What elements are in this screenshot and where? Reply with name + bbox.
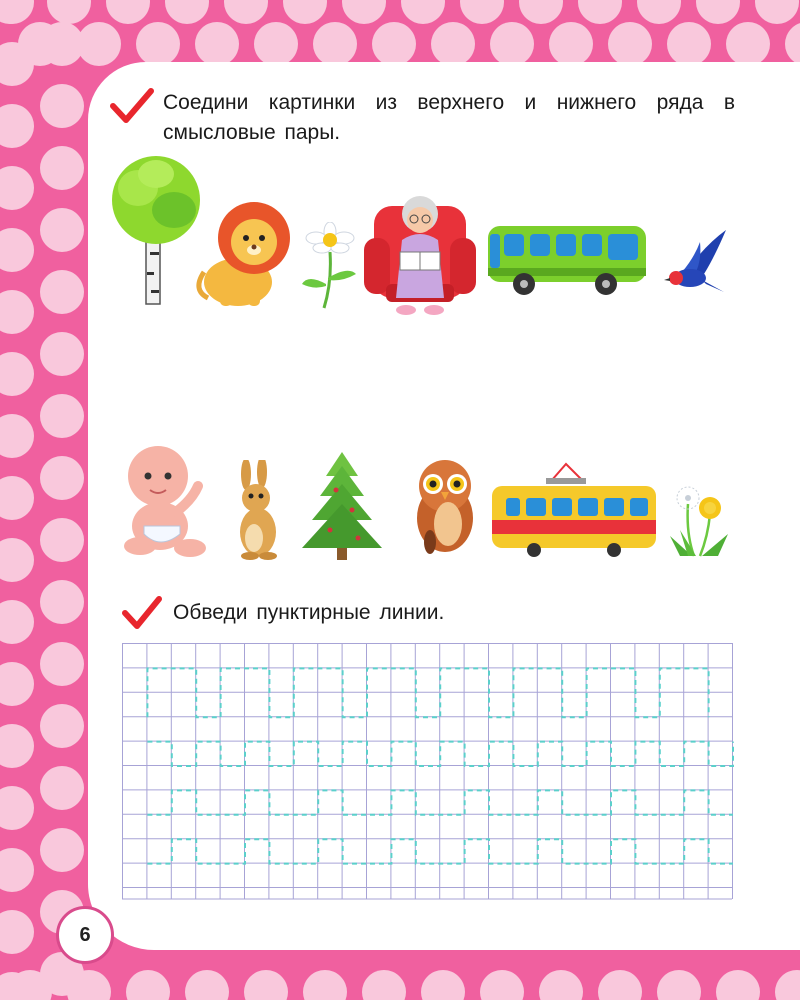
polka-dot bbox=[421, 970, 465, 1000]
polka-dot bbox=[657, 970, 701, 1000]
polka-dot bbox=[0, 662, 34, 706]
polka-dot bbox=[47, 0, 91, 24]
polka-dot bbox=[136, 22, 180, 66]
polka-dot bbox=[40, 456, 84, 500]
polka-dot bbox=[0, 104, 34, 148]
polka-dot bbox=[342, 0, 386, 24]
polka-dot bbox=[40, 84, 84, 128]
polka-dot bbox=[0, 848, 34, 892]
polka-dot bbox=[667, 22, 711, 66]
bus-picture bbox=[486, 222, 650, 298]
polka-dot bbox=[185, 970, 229, 1000]
polka-dot bbox=[519, 0, 563, 24]
polka-dot bbox=[244, 970, 288, 1000]
polka-dot bbox=[303, 970, 347, 1000]
polka-dot bbox=[283, 0, 327, 24]
task-1-instruction: Соедини картинки из верхнего и нижнего ряда в смысловые пары. bbox=[163, 91, 735, 144]
polka-dot bbox=[224, 0, 268, 24]
polka-dot bbox=[785, 22, 800, 66]
polka-dot bbox=[578, 0, 622, 24]
hare-picture bbox=[232, 460, 284, 560]
polka-dot bbox=[0, 290, 34, 334]
polka-dot bbox=[549, 22, 593, 66]
dashed-trace-line bbox=[147, 668, 708, 717]
polka-dot bbox=[755, 0, 799, 24]
tram-picture bbox=[490, 462, 660, 558]
tracing-grid bbox=[122, 643, 734, 901]
task-2-instruction: Обведи пунктирные линии. bbox=[173, 601, 445, 624]
polka-dot bbox=[598, 970, 642, 1000]
polka-dot bbox=[431, 22, 475, 66]
polka-dot bbox=[0, 0, 34, 24]
polka-dot bbox=[0, 724, 34, 768]
polka-dot bbox=[126, 970, 170, 1000]
polka-dot bbox=[460, 0, 504, 24]
polka-dot bbox=[372, 22, 416, 66]
polka-dot bbox=[40, 642, 84, 686]
polka-dot bbox=[0, 538, 34, 582]
polka-dot bbox=[696, 0, 740, 24]
fir-tree-picture bbox=[300, 450, 384, 562]
polka-dot bbox=[726, 22, 770, 66]
polka-dot bbox=[0, 786, 34, 830]
polka-dot bbox=[0, 476, 34, 520]
polka-dot bbox=[40, 580, 84, 624]
polka-dot bbox=[0, 228, 34, 272]
polka-dot bbox=[0, 166, 34, 210]
polka-dot bbox=[775, 970, 800, 1000]
checkmark-icon bbox=[110, 88, 154, 124]
dandelion-picture bbox=[666, 484, 732, 560]
polka-dot bbox=[362, 970, 406, 1000]
grandmother-in-armchair-picture bbox=[362, 188, 478, 320]
polka-dot bbox=[40, 332, 84, 376]
checkmark-icon bbox=[122, 596, 162, 630]
polka-dot bbox=[0, 910, 34, 954]
polka-dot bbox=[165, 0, 209, 24]
owl-picture bbox=[410, 458, 480, 558]
chamomile-picture bbox=[298, 222, 360, 310]
lion-picture bbox=[190, 200, 300, 310]
polka-dot bbox=[40, 208, 84, 252]
polka-dot bbox=[40, 828, 84, 872]
page-number-text: 6 bbox=[79, 923, 91, 946]
polka-dot bbox=[608, 22, 652, 66]
polka-dot bbox=[490, 22, 534, 66]
polka-dot bbox=[716, 970, 760, 1000]
polka-dot bbox=[40, 394, 84, 438]
polka-dot bbox=[106, 0, 150, 24]
baby-picture bbox=[118, 442, 214, 560]
polka-dot bbox=[40, 22, 84, 66]
page-number bbox=[56, 906, 114, 964]
polka-dot bbox=[539, 970, 583, 1000]
polka-dot bbox=[480, 970, 524, 1000]
polka-dot bbox=[0, 352, 34, 396]
swallow-picture bbox=[664, 228, 730, 296]
polka-dot bbox=[40, 518, 84, 562]
polka-dot bbox=[195, 22, 239, 66]
polka-dot bbox=[40, 704, 84, 748]
polka-dot bbox=[401, 0, 445, 24]
polka-dot bbox=[40, 146, 84, 190]
polka-dot bbox=[637, 0, 681, 24]
polka-dot bbox=[0, 600, 34, 644]
polka-dot bbox=[40, 766, 84, 810]
polka-dot bbox=[254, 22, 298, 66]
polka-dot bbox=[0, 414, 34, 458]
polka-dot bbox=[313, 22, 357, 66]
polka-dot bbox=[40, 270, 84, 314]
